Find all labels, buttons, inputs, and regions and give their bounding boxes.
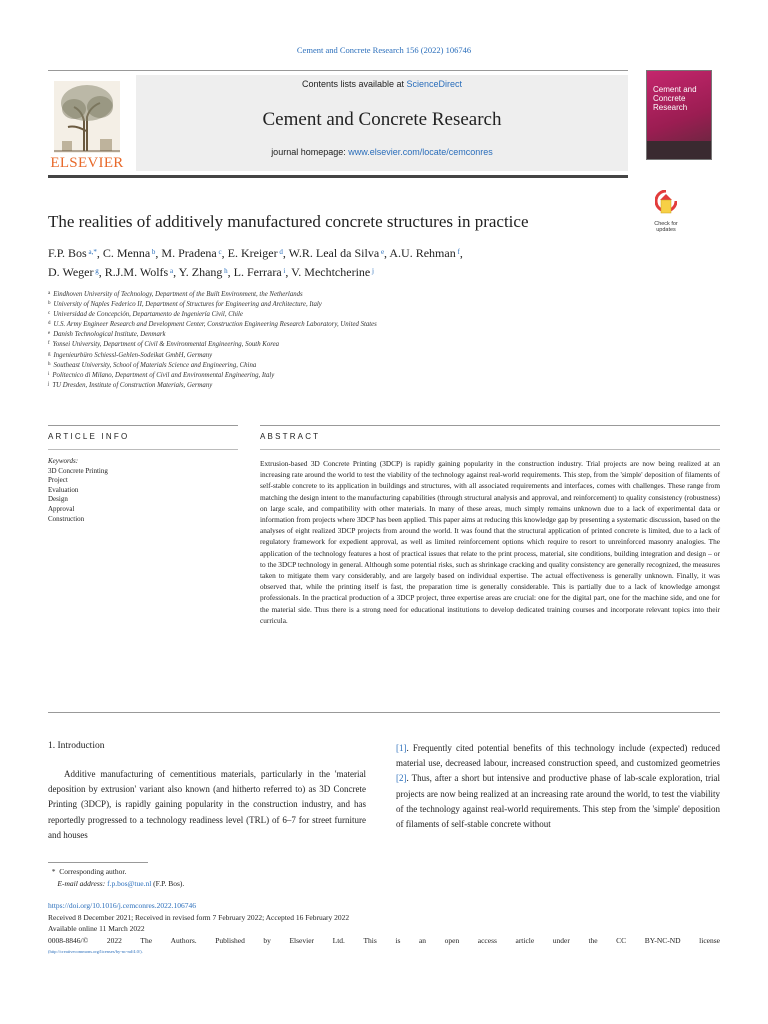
author[interactable] [105,265,173,279]
author-name: C. Menna [102,246,151,260]
affiliation-text: Danish Technological Institute, Denmark [53,331,166,339]
author-affiliation-marker[interactable]: c [216,248,222,256]
license-word: 2022 [106,935,122,945]
license-word: Ltd. [332,935,345,945]
license-link[interactable]: (http://creativecommons.org/licenses/by-nc-nd/4.0/). [48,949,143,954]
author-affiliation-marker[interactable]: e [379,248,385,256]
citation-link[interactable]: [2] [396,773,407,784]
license-word: Published [215,935,245,945]
affiliation-item [48,310,648,320]
license-word: under [552,935,570,945]
author[interactable] [228,246,283,260]
citation-link[interactable]: [1] [396,743,407,753]
affiliation-item [48,381,648,391]
author-affiliation-marker[interactable]: g [93,267,99,275]
affiliation-item [48,361,648,371]
sciencedirect-link[interactable]: ScienceDirect [406,79,463,89]
divider [260,449,720,450]
corresponding-text: Corresponding author. [59,867,127,876]
affiliation-text: Politecnico di Milano, Department of Civil and Environmental Engineering, Italy [52,371,275,379]
author[interactable] [103,246,156,260]
license-word: the [588,935,598,945]
keywords-label: Keywords: [48,457,79,465]
email-link[interactable]: f.p.bos@tue.nl [107,879,152,888]
journal-cover-thumbnail[interactable] [646,70,712,160]
intro-right-text: . Thus, after a short but intensive and productive phase of lab-scale exploration, trial projects are now being realized at an increasing rate around the world, to test the viability of the technology against real-world requirements. This step from the 'simple' deposition of filaments of self-stable concrete without [396,773,720,830]
author-name: F.P. Bos [48,246,87,260]
author-affiliation-marker[interactable]: i [281,267,286,275]
affiliation-text: Eindhoven University of Technology, Department of the Built Environment, the Netherlands [53,291,303,298]
keyword-item: Construction [48,514,85,523]
author-name: R.J.M. Wolfs [104,265,169,279]
online-date: Available online 11 March 2022 [48,924,145,933]
author[interactable] [161,246,221,260]
affiliation-text: U.S. Army Engineer Research and Development Center, Construction Engineering Research Laboratory, United States [53,321,377,329]
affiliation-text: Universidad de Concepción, Departamento de Ingeniería Civil, Chile [53,311,243,319]
corresponding-author-note [48,866,448,878]
affiliation-item [48,371,648,381]
cover-title: Cement and Concrete Research [653,85,697,112]
affiliation-item [48,320,648,330]
intro-right-text: . Frequently cited potential benefits of this technology include (expected) reduced material use, decreased labour, increased construction speed, and customized geometries [396,743,720,769]
author-name: W.R. Leal da Silva [288,246,380,260]
email-label: E-mail address: [57,879,106,888]
footnote [48,866,448,890]
abstract-text: Extrusion-based 3D Concrete Printing (3DCP) is rapidly gaining popularity in the construction industry. Trial projects are now being realized at an increasing rate around the world to test the viability of the technology against real-world requirements. This step, from the 'simple' deposition of filaments of self-stable concrete to its application in buildings and structures, with all associated requirements and interfaces, comes with challenges. These range from matching the design intent to the manufacturing capabilities (through structural analysis and approval, and reinforcement) to quality consistency (robustness) on large scale, and compatibility with other materials. In many of these areas, much simply remains unknown due to a lack of experimental data or information from projects where 3DCP has been applied. This paper aims at reducing this knowledge gap by presenting a systematic discussion, based on the analyses of eight realized 3DCP projects from around the world. It was found that the structural application of printed concrete is limited, due to a lack of regulatory framework for expedient approval, as well as limited reinforcement options which require to resort to unreinforced masonry analogies. The application of the technology features a host of practical issues that relate to the print process, material, site conditions, building integration and design – or to the 3DCP technology in general. Although some potential risks, such as shrinkage cracking and quality consistency are generally recognized, the measures taken to mitigate them vary considerably, and are largely based on individual expertise. The actual effectiveness is generally unknown. Finally, it was observed that, while the printing itself is fast, the preparation time is generally considerable. This is partially due to a lack of knowledge amongst professionals. In the practical production of a 3DCP project, three expertise areas are crucial: one for the digital part, one for the machine side, and one for the material side. Thus there is a strong need for educational institutions to develop dedicated training courses and incorporate relevant topics into their curricula. [260,459,720,625]
contents-prefix: Contents lists available at [301,79,407,89]
affiliation-text: Southeast University, School of Materials Science and Engineering, China [53,361,257,369]
author[interactable] [389,246,459,260]
affiliation-key: i [48,371,50,377]
license-word: Elsevier [289,935,315,945]
author-affiliation-marker[interactable]: b [150,248,156,256]
homepage-line [136,147,628,157]
email-line [48,878,448,890]
license-word: by [263,935,271,945]
author-name: E. Kreiger [227,246,278,260]
elsevier-logo[interactable] [48,77,126,171]
license-word: This [363,935,377,945]
author-name: L. Ferrara [233,265,282,279]
check-updates-icon [655,190,677,214]
author-name: Y. Zhang [178,265,223,279]
affiliation-key: d [48,321,51,327]
affiliation-item [48,290,648,300]
author-name: M. Pradena [161,246,217,260]
author[interactable] [291,265,374,279]
affiliation-key: f [48,341,50,347]
license-word: article [515,935,535,945]
author-affiliation-marker[interactable]: j [370,267,374,275]
affiliation-key: g [48,351,51,357]
author-affiliation-marker[interactable]: h [222,267,228,275]
email-suffix: (F.P. Bos). [153,879,185,888]
license-word: Authors. [170,935,197,945]
license-word: BY-NC-ND [644,935,681,945]
license-word: CC [616,935,627,945]
intro-left-column: Additive manufacturing of cementitious materials, particularly in the 'material deposition by extrusion' variant also known (and hitherto referred to) as 3D Concrete Printing (3DCP), is rapidly gaining popularity in the construction industry, and has reportedly progressed to a technology readiness level (TRL) of 6–7 for street furniture and houses [48,769,366,840]
keyword-item: Design [48,495,68,504]
author[interactable] [234,265,286,279]
check-for-updates-badge[interactable] [648,190,684,233]
affiliation-item [48,351,648,361]
keyword-item: 3D Concrete Printing [48,466,108,475]
affiliation-item [48,330,648,340]
affiliation-key: c [48,311,51,317]
license-word: 0008-8846/© [48,935,89,945]
journal-masthead [48,70,628,178]
license-word: is [395,935,401,945]
keywords-list [48,467,238,525]
journal-homepage-link[interactable]: www.elsevier.com/locate/cemconres [348,147,493,157]
license-word: The [140,935,153,945]
journal-reference[interactable]: Cement and Concrete Research 156 (2022) 106746 [296,45,472,55]
divider [260,425,720,426]
affiliation-key: e [48,331,51,337]
license-word: an [418,935,427,945]
divider [48,449,238,450]
author-affiliation-marker[interactable]: d [277,248,283,256]
affiliation-text: TU Dresden, Institute of Construction Materials, Germany [52,381,213,389]
affiliation-key: j [48,381,50,387]
check-updates-label: Check for updates [654,221,678,233]
keyword-item: Approval [48,504,75,513]
license-line [48,935,720,947]
affiliation-item [48,300,648,310]
author-name: V. Mechtcherine [291,265,371,279]
affiliation-key: h [48,361,51,367]
license-word: open [444,935,460,945]
author-affiliation-marker[interactable]: a [168,267,174,275]
introduction-heading: 1. Introduction [48,741,105,751]
affiliation-text: Ingenieurbüro Schiessl-Gehlen-Sodeikat GmbH, Germany [53,351,213,359]
cover-strip [647,141,711,159]
author-name: D. Weger [48,265,94,279]
license-word: license [699,935,720,945]
affiliation-text: University of Naples Federico II, Department of Structures for Engineering and Architecture, Italy [53,301,322,309]
masthead-band [136,75,628,171]
keyword-item: Evaluation [48,485,79,494]
journal-title: Cement and Concrete Research [262,109,502,130]
footnote-divider [48,862,148,863]
article-info-heading: ARTICLE INFO [48,432,130,441]
affiliation-key: a [48,291,51,296]
affiliation-key: b [48,301,51,307]
keywords-block [48,457,238,524]
homepage-prefix: journal homepage: [271,147,349,157]
author-affiliation-marker[interactable]: f [455,248,460,256]
abstract-heading: ABSTRACT [260,432,321,441]
author-list: F.P. Bos $^{a,*}$, C. Menna $^b$, M. Pradena $^c$, E. Kreiger $^d$, W.R. Leal da Silva $^e$, A.U. Rehman $^f$, D. Weger $^g$, R.J.M. Wolfs $^a$, Y. Zhang $^h$, L. Ferrara $^i$, V. Mechtcherine $^j$ [48,246,463,279]
divider [48,712,720,713]
keyword-item: Project [48,476,68,485]
elsevier-tree-icon [54,81,120,153]
author-name: A.U. Rehman [389,246,456,260]
footnote-marker: * [51,867,56,876]
article-metadata [48,900,720,958]
affiliation-text: Yonsei University, Department of Civil & Environmental Engineering, South Korea [52,341,280,349]
author[interactable] [48,265,99,279]
article-title: The realities of additively manufactured concrete structures in practice [48,212,529,231]
contents-line [136,79,628,89]
doi-link[interactable]: https://doi.org/10.1016/j.cemconres.2022.106746 [48,901,196,910]
divider [48,425,238,426]
author[interactable] [289,246,384,260]
affiliation-item [48,340,648,350]
received-dates: Received 8 December 2021; Received in revised form 7 February 2022; Accepted 16 February 2022 [48,912,350,922]
elsevier-wordmark: ELSEVIER [50,155,124,171]
intro-right-column [396,741,720,832]
author-affiliation-marker[interactable]: a,* [86,248,97,256]
author[interactable] [48,246,97,260]
author[interactable] [179,265,228,279]
affiliation-list [48,290,648,391]
license-word: access [477,935,497,945]
